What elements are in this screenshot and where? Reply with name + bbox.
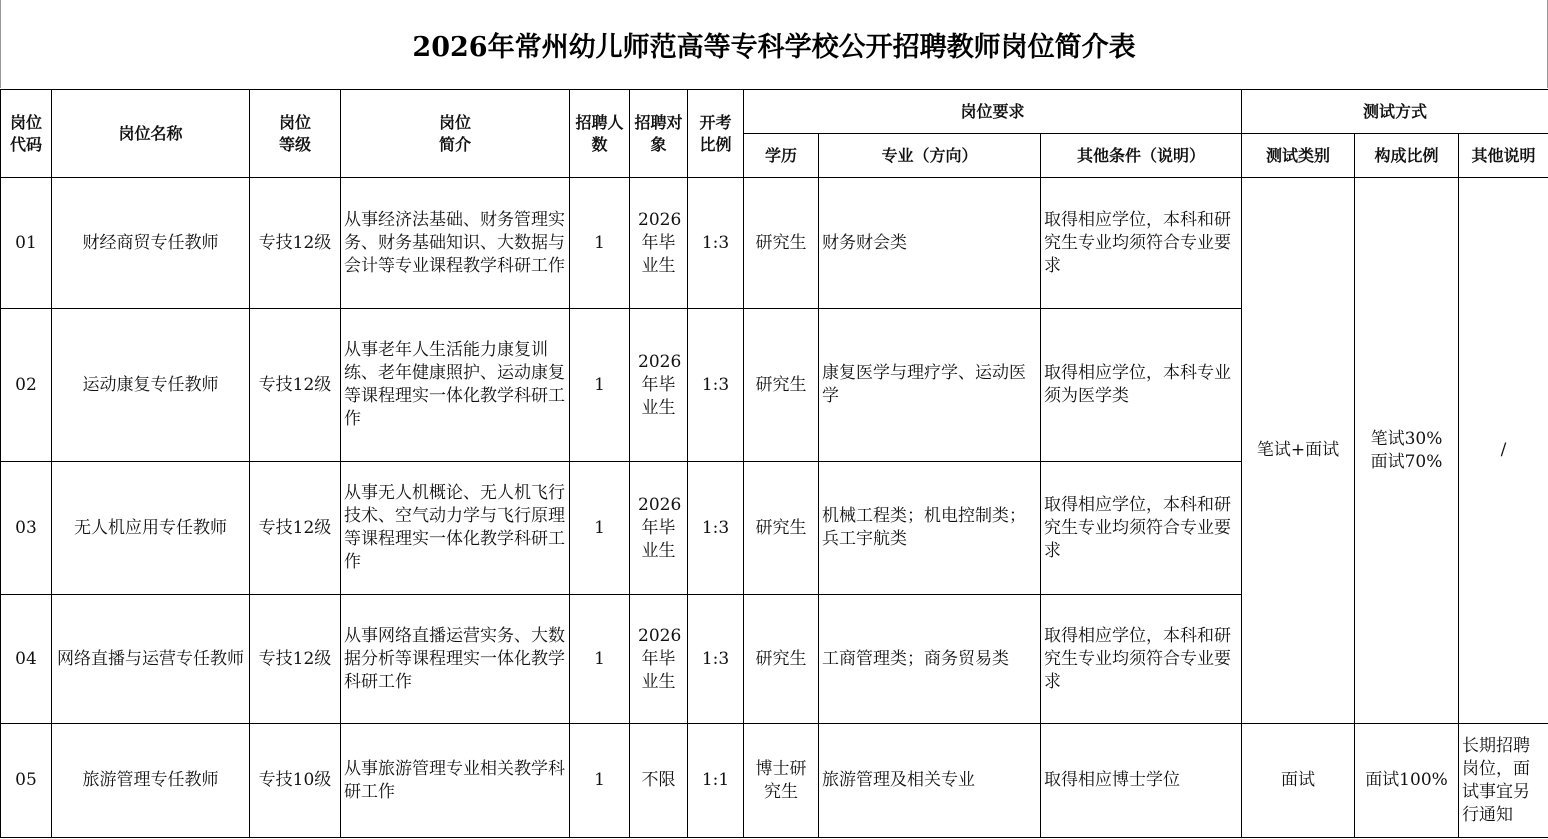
cell-major: 工商管理类；商务贸易类 bbox=[819, 595, 1041, 724]
cell-count: 1 bbox=[570, 724, 630, 838]
cell-name: 网络直播与运营专任教师 bbox=[52, 595, 250, 724]
cell-target: 不限 bbox=[630, 724, 688, 838]
cell-target: 2026年毕业生 bbox=[630, 178, 688, 309]
cell-major: 财务财会类 bbox=[819, 178, 1041, 309]
cell-level: 专技12级 bbox=[250, 462, 341, 595]
cell-code: 02 bbox=[1, 309, 52, 462]
cell-major: 康复医学与理疗学、运动医学 bbox=[819, 309, 1041, 462]
cell-code: 03 bbox=[1, 462, 52, 595]
cell-education: 研究生 bbox=[744, 462, 819, 595]
header-education: 学历 bbox=[744, 134, 819, 178]
cell-other-conditions: 取得相应学位，本科和研究生专业均须符合专业要求 bbox=[1041, 595, 1242, 724]
cell-level: 专技12级 bbox=[250, 595, 341, 724]
cell-test-type: 面试 bbox=[1242, 724, 1355, 838]
cell-ratio: 1:3 bbox=[688, 178, 744, 309]
cell-other-conditions: 取得相应学位，本科专业须为医学类 bbox=[1041, 309, 1242, 462]
position-table bbox=[0, 89, 1548, 838]
header-composition: 构成比例 bbox=[1355, 134, 1459, 178]
composition-written: 笔试30% bbox=[1370, 428, 1443, 449]
cell-target: 2026年毕业生 bbox=[630, 595, 688, 724]
cell-name: 旅游管理专任教师 bbox=[52, 724, 250, 838]
header-row-1 bbox=[1, 90, 1548, 134]
cell-count: 1 bbox=[570, 309, 630, 462]
header-intro: 岗位简介 bbox=[341, 90, 570, 178]
header-count: 招聘人数 bbox=[570, 90, 630, 178]
cell-target: 2026年毕业生 bbox=[630, 462, 688, 595]
cell-intro: 从事经济法基础、财务管理实务、财务基础知识、大数据与会计等专业课程教学科研工作 bbox=[341, 178, 570, 309]
header-name: 岗位名称 bbox=[52, 90, 250, 178]
cell-level: 专技10级 bbox=[250, 724, 341, 838]
cell-code: 04 bbox=[1, 595, 52, 724]
cell-shared-composition bbox=[1355, 178, 1459, 724]
cell-major: 机械工程类；机电控制类；兵工宇航类 bbox=[819, 462, 1041, 595]
cell-education: 研究生 bbox=[744, 595, 819, 724]
cell-intro: 从事老年人生活能力康复训练、老年健康照护、运动康复等课程理实一体化教学科研工作 bbox=[341, 309, 570, 462]
header-test-type: 测试类别 bbox=[1242, 134, 1355, 178]
cell-education: 博士研究生 bbox=[744, 724, 819, 838]
cell-level: 专技12级 bbox=[250, 178, 341, 309]
table-row bbox=[1, 178, 1548, 309]
cell-education: 研究生 bbox=[744, 178, 819, 309]
header-ratio: 开考比例 bbox=[688, 90, 744, 178]
cell-other-conditions: 取得相应学位，本科和研究生专业均须符合专业要求 bbox=[1041, 462, 1242, 595]
cell-remark: 长期招聘岗位，面试事宜另行通知 bbox=[1459, 724, 1548, 838]
cell-education: 研究生 bbox=[744, 309, 819, 462]
cell-ratio: 1:1 bbox=[688, 724, 744, 838]
header-level: 岗位等级 bbox=[250, 90, 341, 178]
cell-name: 无人机应用专任教师 bbox=[52, 462, 250, 595]
cell-intro: 从事无人机概论、无人机飞行技术、空气动力学与飞行原理等课程理实一体化教学科研工作 bbox=[341, 462, 570, 595]
cell-code: 05 bbox=[1, 724, 52, 838]
cell-level: 专技12级 bbox=[250, 309, 341, 462]
cell-other-conditions: 取得相应博士学位 bbox=[1041, 724, 1242, 838]
cell-name: 运动康复专任教师 bbox=[52, 309, 250, 462]
cell-shared-remark: / bbox=[1459, 178, 1548, 724]
header-requirements-group: 岗位要求 bbox=[744, 90, 1242, 134]
cell-shared-test-type: 笔试+面试 bbox=[1242, 178, 1355, 724]
composition-interview: 面试70% bbox=[1370, 451, 1443, 472]
cell-intro: 从事旅游管理专业相关教学科研工作 bbox=[341, 724, 570, 838]
header-major: 专业（方向） bbox=[819, 134, 1041, 178]
cell-name: 财经商贸专任教师 bbox=[52, 178, 250, 309]
cell-other-conditions: 取得相应学位，本科和研究生专业均须符合专业要求 bbox=[1041, 178, 1242, 309]
cell-count: 1 bbox=[570, 178, 630, 309]
cell-ratio: 1:3 bbox=[688, 462, 744, 595]
cell-intro: 从事网络直播运营实务、大数据分析等课程理实一体化教学科研工作 bbox=[341, 595, 570, 724]
page-title: 2026年常州幼儿师范高等专科学校公开招聘教师岗位简介表 bbox=[0, 0, 1548, 88]
cell-composition: 面试100% bbox=[1355, 724, 1459, 838]
cell-ratio: 1:3 bbox=[688, 309, 744, 462]
cell-target: 2026年毕业生 bbox=[630, 309, 688, 462]
header-target: 招聘对象 bbox=[630, 90, 688, 178]
cell-count: 1 bbox=[570, 595, 630, 724]
header-remark: 其他说明 bbox=[1459, 134, 1548, 178]
header-code: 岗位代码 bbox=[1, 90, 52, 178]
cell-major: 旅游管理及相关专业 bbox=[819, 724, 1041, 838]
header-test-group: 测试方式 bbox=[1242, 90, 1548, 134]
header-other-conditions: 其他条件（说明） bbox=[1041, 134, 1242, 178]
table-row bbox=[1, 724, 1548, 838]
cell-code: 01 bbox=[1, 178, 52, 309]
cell-ratio: 1:3 bbox=[688, 595, 744, 724]
cell-count: 1 bbox=[570, 462, 630, 595]
